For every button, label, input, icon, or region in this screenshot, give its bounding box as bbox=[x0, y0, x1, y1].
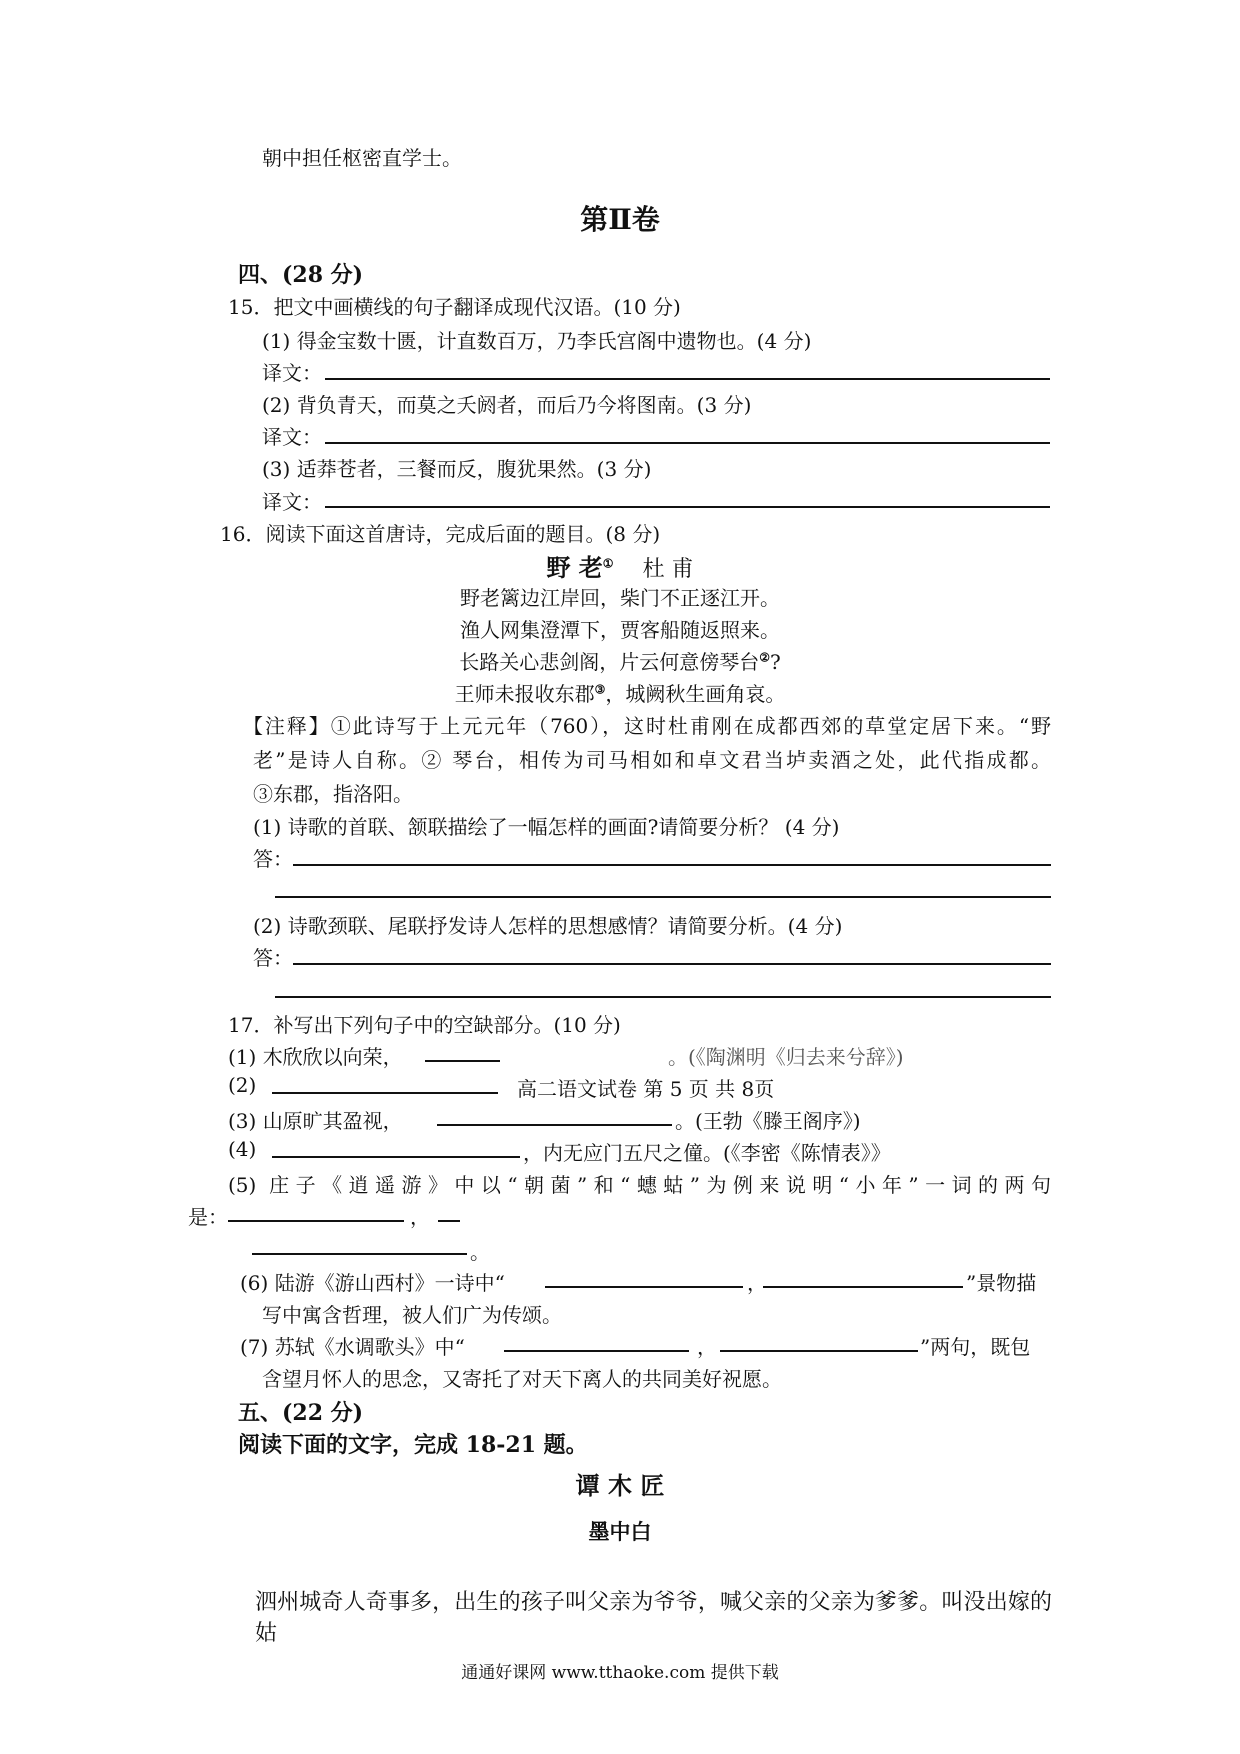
q15-answer-line-1[interactable] bbox=[325, 378, 1050, 380]
q17-item-7-comma: ， bbox=[697, 1335, 717, 1359]
poem-title: 野 老 bbox=[546, 553, 603, 582]
q16-sub1-answer-line-1[interactable] bbox=[293, 864, 1051, 866]
q17-item-5-comma: ， bbox=[410, 1205, 430, 1229]
poem-line-4-tail: ，城阙秋生画角哀。 bbox=[605, 682, 786, 706]
q15-answer-line-2[interactable] bbox=[325, 442, 1050, 444]
q17-blank-6a[interactable] bbox=[545, 1286, 743, 1288]
q17-item-5-end: 。 bbox=[470, 1240, 490, 1264]
q15-answer-line-3[interactable] bbox=[325, 506, 1050, 508]
poem-line-3-note: ② bbox=[759, 650, 771, 665]
q17-blank-5b-start[interactable] bbox=[438, 1220, 460, 1222]
poem-line-2 bbox=[0, 614, 1240, 643]
story-title: 谭 木 匠 bbox=[575, 1471, 665, 1500]
q17-blank-6b[interactable] bbox=[763, 1286, 963, 1288]
poem-line-3-tail: ? bbox=[770, 650, 781, 674]
intro-tail-text: 朝中担任枢密直学士。 bbox=[262, 146, 462, 170]
q17-item-6-line-2: 写中寓含哲理，被人们广为传颂。 bbox=[262, 1303, 562, 1327]
q15-item-2: (2) 背负青天，而莫之夭阏者，而后乃今将图南。(3 分) bbox=[262, 393, 752, 417]
q17-blank-7b[interactable] bbox=[720, 1350, 918, 1352]
q17-item-6-tail: ”景物描 bbox=[966, 1271, 1037, 1295]
q15-answer-label-3: 译文： bbox=[262, 490, 322, 514]
q16-sub2-answer-label: 答： bbox=[253, 946, 293, 970]
q16-sub1: (1) 诗歌的首联、颔联描绘了一幅怎样的画面?请简要分析？ (4 分) bbox=[253, 815, 840, 839]
poem-line-3 bbox=[0, 646, 1240, 675]
q16-sub2: (2) 诗歌颈联、尾联抒发诗人怎样的思想感情？请简要分析。(4 分) bbox=[253, 914, 843, 938]
q16-sub1-answer-label: 答： bbox=[253, 847, 293, 871]
q17-item-7-lead: (7) 苏轼《水调歌头》中“ bbox=[240, 1335, 465, 1359]
poem-title-row bbox=[0, 548, 1240, 583]
story-first-line: 泗州城奇人奇事多，出生的孩子叫父亲为爷爷，喊父亲的父亲为爹爹。叫没出嫁的姑 bbox=[255, 1590, 1052, 1646]
q17-item-3-source: 。(王勃《滕王阁序》) bbox=[675, 1109, 861, 1133]
q15-stem: 15．把文中画横线的句子翻译成现代汉语。(10 分) bbox=[228, 295, 681, 319]
poem-line-4-text: 王师未报收东郡 bbox=[454, 682, 595, 706]
poem-annotation-2: 老”是诗人自称。② 琴台，相传为司马相如和卓文君当垆卖酒之处，此代指成都。 bbox=[253, 748, 1051, 772]
q16-sub2-answer-line-1[interactable] bbox=[293, 963, 1051, 965]
q17-item-1: (1) 木欣欣以向荣， bbox=[228, 1045, 403, 1069]
volume-title: 第Ⅱ卷 bbox=[580, 203, 660, 236]
poem-line-3-text: 长路关心悲剑阁，片云何意傍琴台 bbox=[459, 650, 760, 674]
q17-blank-4[interactable] bbox=[272, 1156, 520, 1158]
q15-item-1: (1) 得金宝数十匮，计直数百万，乃李氏宫阁中遗物也。(4 分) bbox=[262, 329, 812, 353]
q17-item-1-source: 。(《陶渊明《归去来兮辞》) bbox=[668, 1045, 904, 1069]
page-footer: 通通好课网 www.tthaoke.com 提供下载 bbox=[461, 1663, 779, 1683]
q17-item-5-line-1: (5) 庄子《逍遥游》中以“朝菌”和“蟪蛄”为例来说明“小年”一词的两句 bbox=[228, 1173, 1051, 1197]
poem-line-4 bbox=[0, 678, 1240, 707]
q17-blank-1[interactable] bbox=[425, 1060, 500, 1062]
q15-answer-label-2: 译文： bbox=[262, 425, 322, 449]
poem-title-note: ① bbox=[602, 556, 614, 571]
q17-blank-2[interactable] bbox=[272, 1092, 498, 1094]
q17-item-6-lead: (6) 陆游《游山西村》一诗中“ bbox=[240, 1271, 505, 1295]
q15-item-3: (3) 适莽苍者，三餐而反，腹犹果然。(3 分) bbox=[262, 457, 652, 481]
q16-sub1-answer-line-2[interactable] bbox=[275, 896, 1051, 898]
section4-heading: 四、(28 分) bbox=[238, 262, 364, 288]
q17-item-4-label: (4) bbox=[228, 1137, 257, 1161]
q17-item-6-comma: ， bbox=[747, 1271, 767, 1295]
poem-line-2-text: 渔人网集澄潭下，贾客船随返照来。 bbox=[460, 618, 780, 642]
page-footer-mid: 高二语文试卷 第 5 页 共 8页 bbox=[517, 1077, 775, 1101]
poem-annotation-3: ③东郡，指洛阳。 bbox=[253, 782, 413, 806]
q17-blank-3[interactable] bbox=[437, 1124, 672, 1126]
q16-sub2-answer-line-2[interactable] bbox=[275, 996, 1051, 998]
poem-line-1-text: 野老篱边江岸回，柴门不正逐江开。 bbox=[460, 586, 780, 610]
q15-answer-label-1: 译文： bbox=[262, 361, 322, 385]
story-author: 墨中白 bbox=[588, 1519, 652, 1544]
q16-stem: 16．阅读下面这首唐诗，完成后面的题目。(8 分) bbox=[220, 522, 661, 546]
poem-line-4-note: ③ bbox=[594, 682, 606, 697]
q17-stem: 17．补写出下列句子中的空缺部分。(10 分) bbox=[228, 1013, 621, 1037]
q17-blank-5b[interactable] bbox=[252, 1253, 467, 1255]
q17-blank-5a[interactable] bbox=[228, 1220, 404, 1222]
q17-item-3: (3) 山原旷其盈视， bbox=[228, 1109, 403, 1133]
poem-line-1 bbox=[0, 582, 1240, 611]
poem-author: 杜 甫 bbox=[642, 557, 694, 582]
q17-blank-7a[interactable] bbox=[504, 1350, 689, 1352]
poem-annotation-1: 【注释】①此诗写于上元元年（760），这时杜甫刚在成都西郊的草堂定居下来。“野 bbox=[243, 714, 1051, 738]
q17-item-5-label: 是： bbox=[188, 1205, 228, 1229]
q17-item-7-tail: ”两句，既包 bbox=[920, 1335, 1031, 1359]
q17-item-7-line-2: 含望月怀人的思念，又寄托了对天下离人的共同美好祝愿。 bbox=[262, 1367, 782, 1391]
q17-item-2-label: (2) bbox=[228, 1073, 257, 1097]
section5-heading: 五、(22 分) bbox=[238, 1400, 364, 1426]
q17-item-4-source: ，内无应门五尺之僮。(《李密《陈情表》》 bbox=[523, 1141, 891, 1165]
section5-instruction: 阅读下面的文字，完成 18-21 题。 bbox=[238, 1432, 588, 1458]
